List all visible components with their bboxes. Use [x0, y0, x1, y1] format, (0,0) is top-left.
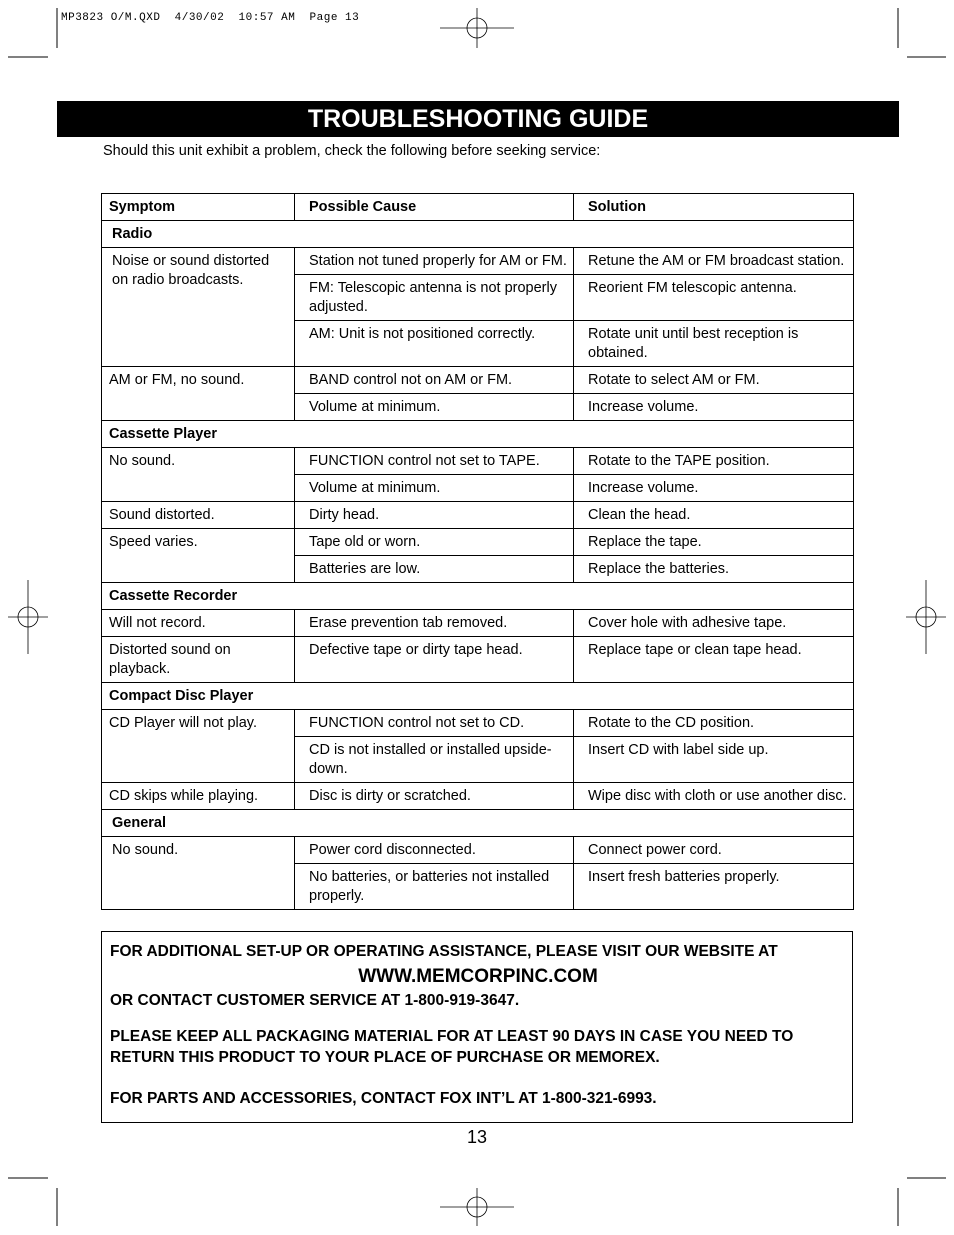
section-general: General [102, 810, 854, 837]
solution-cell: Reorient FM telescopic antenna. [574, 275, 854, 321]
section-cassette-recorder: Cassette Recorder [102, 583, 854, 610]
solution-cell: Insert CD with label side up. [574, 737, 854, 783]
section-cassette-player: Cassette Player [102, 421, 854, 448]
solution-cell: Increase volume. [574, 475, 854, 502]
table-row [102, 783, 854, 810]
solution-cell: Wipe disc with cloth or use another disc. [574, 783, 854, 810]
customer-service-line: OR CONTACT CUSTOMER SERVICE AT 1-800-919-3647. [110, 992, 520, 1009]
table-row [102, 448, 854, 475]
parts-contact-line: FOR PARTS AND ACCESSORIES, CONTACT FOX INT’L AT 1-800-321-6993. [110, 1090, 657, 1107]
symptom-cell: Speed varies. [102, 529, 295, 583]
solution-cell: Replace the tape. [574, 529, 854, 556]
symptom-cell: Will not record. [102, 610, 295, 637]
table-row [102, 529, 854, 556]
cause-cell: Dirty head. [295, 502, 574, 529]
solution-cell: Retune the AM or FM broadcast station. [574, 248, 854, 275]
table-row [102, 502, 854, 529]
table-row [102, 637, 854, 683]
packaging-notice: PLEASE KEEP ALL PACKAGING MATERIAL FOR AT LEAST 90 DAYS IN CASE YOU NEED TO RETURN THIS PRODUCT TO YOUR PLACE OF PURCHASE OR MEMOREX. [110, 1028, 794, 1066]
solution-cell: Rotate to the TAPE position. [574, 448, 854, 475]
solution-cell: Rotate to select AM or FM. [574, 367, 854, 394]
table-row [102, 710, 854, 737]
cause-cell: Disc is dirty or scratched. [295, 783, 574, 810]
registration-mark-top [440, 8, 514, 48]
solution-cell: Rotate to the CD position. [574, 710, 854, 737]
cause-cell: No batteries, or batteries not installed properly. [295, 864, 574, 910]
cause-cell: Volume at minimum. [295, 475, 574, 502]
table-row [102, 837, 854, 864]
symptom-cell: Sound distorted. [102, 502, 295, 529]
registration-mark-left [8, 580, 48, 654]
section-compact-disc-player: Compact Disc Player [102, 683, 854, 710]
symptom-cell: CD Player will not play. [102, 710, 295, 783]
page-number: 13 [466, 1127, 488, 1147]
cause-cell: Station not tuned properly for AM or FM. [295, 248, 574, 275]
solution-cell: Clean the head. [574, 502, 854, 529]
symptom-cell: Distorted sound on playback. [102, 637, 295, 683]
intro-text: Should this unit exhibit a problem, check the following before seeking service: [103, 143, 601, 159]
symptom-cell: AM or FM, no sound. [102, 367, 295, 421]
table-row [102, 367, 854, 394]
solution-cell: Cover hole with adhesive tape. [574, 610, 854, 637]
cause-cell: FUNCTION control not set to CD. [295, 710, 574, 737]
solution-cell: Insert fresh batteries properly. [574, 864, 854, 910]
symptom-cell: No sound. [102, 448, 295, 502]
cause-cell: AM: Unit is not positioned correctly. [295, 321, 574, 367]
header-symptom: Symptom [102, 194, 295, 221]
assistance-box [101, 931, 853, 1123]
cause-cell: FM: Telescopic antenna is not properly adjusted. [295, 275, 574, 321]
cause-cell: Erase prevention tab removed. [295, 610, 574, 637]
header-possible-cause: Possible Cause [295, 194, 574, 221]
symptom-cell: No sound. [102, 837, 295, 910]
cause-cell: CD is not installed or installed upside-down. [295, 737, 574, 783]
table-row [102, 248, 854, 275]
symptom-cell: Noise or sound distorted on radio broadcasts. [102, 248, 295, 367]
symptom-cell: CD skips while playing. [102, 783, 295, 810]
solution-cell: Connect power cord. [574, 837, 854, 864]
registration-mark-bottom [440, 1188, 514, 1226]
page-title: TROUBLESHOOTING GUIDE [57, 101, 899, 137]
cause-cell: BAND control not on AM or FM. [295, 367, 574, 394]
troubleshooting-table [101, 193, 854, 910]
cause-cell: Volume at minimum. [295, 394, 574, 421]
solution-cell: Rotate unit until best reception is obtained. [574, 321, 854, 367]
section-radio: Radio [102, 221, 854, 248]
website-link[interactable]: WWW.MEMCORPINC.COM [358, 966, 598, 987]
header-solution: Solution [574, 194, 854, 221]
cause-cell: Power cord disconnected. [295, 837, 574, 864]
cause-cell: Batteries are low. [295, 556, 574, 583]
file-slug-line: MP3823 O/M.QXD 4/30/02 10:57 AM Page 13 [61, 12, 360, 24]
table-header-row [102, 194, 854, 221]
solution-cell: Increase volume. [574, 394, 854, 421]
cause-cell: Tape old or worn. [295, 529, 574, 556]
registration-mark-right [906, 580, 946, 654]
cause-cell: Defective tape or dirty tape head. [295, 637, 574, 683]
solution-cell: Replace tape or clean tape head. [574, 637, 854, 683]
table-row [102, 610, 854, 637]
assistance-line: FOR ADDITIONAL SET-UP OR OPERATING ASSISTANCE, PLEASE VISIT OUR WEBSITE AT [110, 943, 778, 960]
cause-cell: FUNCTION control not set to TAPE. [295, 448, 574, 475]
solution-cell: Replace the batteries. [574, 556, 854, 583]
